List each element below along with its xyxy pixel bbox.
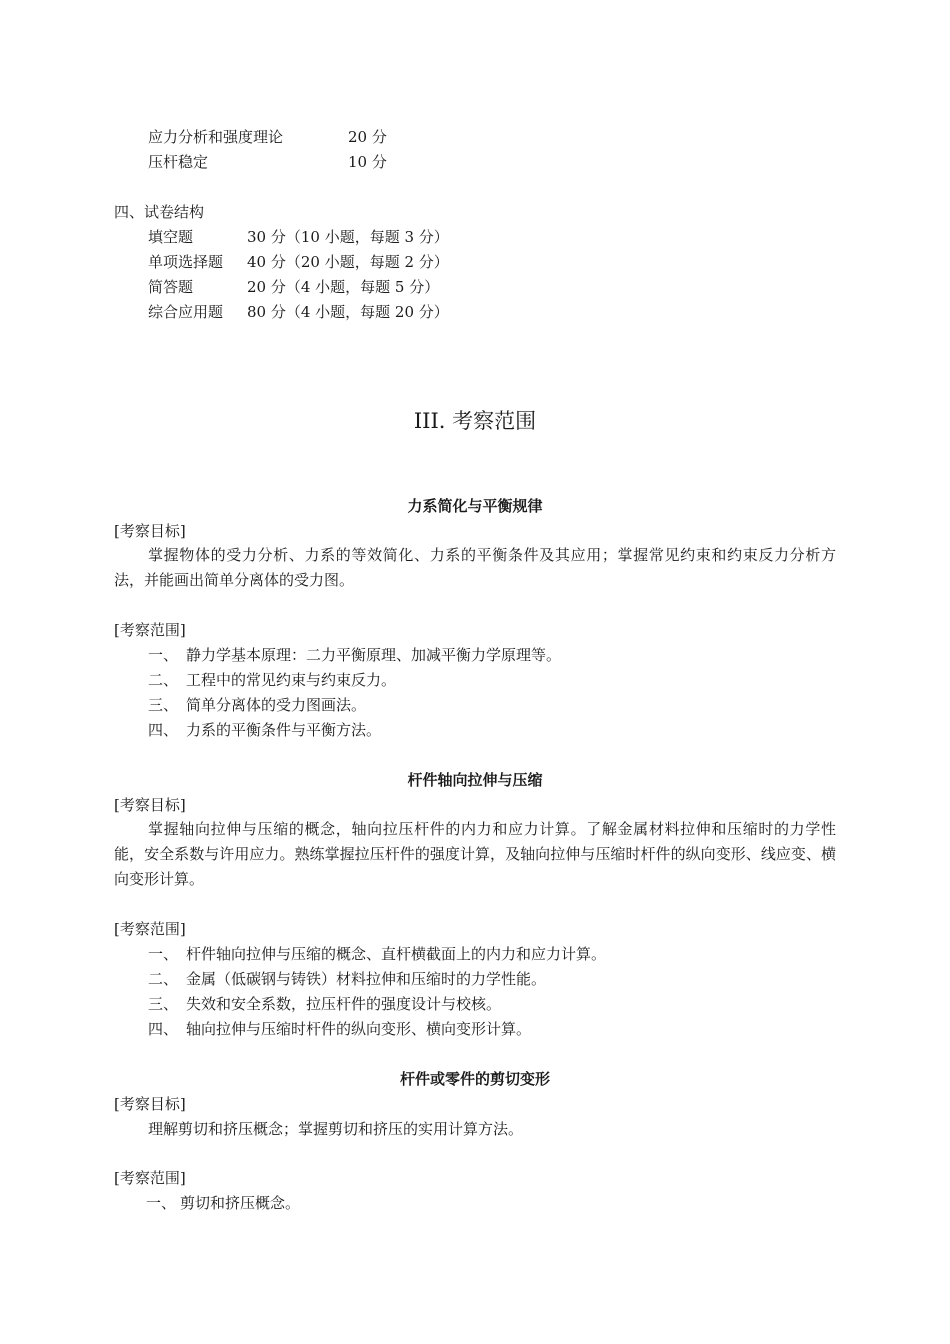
item-number: 一、 bbox=[146, 1194, 177, 1212]
item-text: 轴向拉伸与压缩时杆件的纵向变形、横向变形计算。 bbox=[186, 1020, 532, 1038]
structure-type: 单项选择题 bbox=[148, 253, 224, 271]
scope-label: [考察范围] bbox=[114, 621, 186, 639]
subsection-title: 杆件轴向拉伸与压缩 bbox=[407, 771, 543, 789]
item-text: 静力学基本原理：二力平衡原理、加减平衡力学原理等。 bbox=[186, 646, 562, 664]
scope-item bbox=[148, 695, 366, 715]
item-number: 三、 bbox=[148, 696, 179, 714]
distribution-score: 20 分 bbox=[348, 128, 387, 146]
scope-item bbox=[148, 670, 396, 690]
structure-type: 综合应用题 bbox=[148, 303, 224, 321]
subsection-title: 杆件或零件的剪切变形 bbox=[399, 1070, 550, 1088]
item-text: 杆件轴向拉伸与压缩的概念、直杆横截面上的内力和应力计算。 bbox=[186, 945, 607, 963]
goal-text: 掌握物体的受力分析、力系的等效简化、力系的平衡条件及其应用；掌握常见约束和约束反力分析方法，并能画出简单分离体的受力图。 bbox=[114, 546, 836, 589]
distribution-score: 10 分 bbox=[348, 153, 387, 171]
item-text: 剪切和挤压概念。 bbox=[180, 1194, 301, 1212]
section-title: III. 考察范围 bbox=[413, 409, 537, 433]
item-number: 一、 bbox=[148, 646, 179, 664]
item-text: 工程中的常见约束与约束反力。 bbox=[186, 671, 397, 689]
scope-item bbox=[146, 1193, 300, 1213]
item-text: 金属（低碳钢与铸铁）材料拉伸和压缩时的力学性能。 bbox=[186, 970, 547, 988]
item-text: 失效和安全系数，拉压杆件的强度设计与校核。 bbox=[186, 995, 502, 1013]
item-number: 四、 bbox=[148, 721, 179, 739]
structure-detail: 30 分（10 小题，每题 3 分） bbox=[247, 228, 449, 246]
scope-item bbox=[148, 645, 561, 665]
scope-label: [考察范围] bbox=[114, 1169, 186, 1187]
goal-text: 理解剪切和挤压概念；掌握剪切和挤压的实用计算方法。 bbox=[148, 1120, 524, 1138]
scope-item bbox=[148, 969, 546, 989]
structure-detail: 80 分（4 小题，每题 20 分） bbox=[247, 303, 449, 321]
structure-detail: 40 分（20 小题，每题 2 分） bbox=[247, 253, 449, 271]
item-number: 三、 bbox=[148, 995, 179, 1013]
scope-item bbox=[148, 720, 381, 740]
structure-type: 填空题 bbox=[148, 228, 194, 246]
item-number: 二、 bbox=[148, 671, 179, 689]
item-number: 二、 bbox=[148, 970, 179, 988]
goal-label: [考察目标] bbox=[114, 522, 186, 540]
structure-detail: 20 分（4 小题，每题 5 分） bbox=[247, 278, 440, 296]
distribution-topic: 压杆稳定 bbox=[148, 153, 209, 171]
item-number: 一、 bbox=[148, 945, 179, 963]
subsection-title: 力系简化与平衡规律 bbox=[407, 497, 543, 515]
item-number: 四、 bbox=[148, 1020, 179, 1038]
item-text: 简单分离体的受力图画法。 bbox=[186, 696, 367, 714]
goal-text: 掌握轴向拉伸与压缩的概念，轴向拉压杆件的内力和应力计算。了解金属材料拉伸和压缩时的力学性能，安全系数与许用应力。熟练掌握拉压杆件的强度计算，及轴向拉伸与压缩时杆件的纵向变形、线应变、横向变形计算。 bbox=[114, 820, 836, 888]
item-text: 力系的平衡条件与平衡方法。 bbox=[186, 721, 382, 739]
goal-label: [考察目标] bbox=[114, 796, 186, 814]
structure-type: 简答题 bbox=[148, 278, 194, 296]
structure-heading: 四、试卷结构 bbox=[114, 203, 205, 221]
goal-label: [考察目标] bbox=[114, 1095, 186, 1113]
distribution-topic: 应力分析和强度理论 bbox=[148, 128, 284, 146]
scope-label: [考察范围] bbox=[114, 920, 186, 938]
scope-item bbox=[148, 1019, 531, 1039]
scope-item bbox=[148, 944, 606, 964]
scope-item bbox=[148, 994, 501, 1014]
